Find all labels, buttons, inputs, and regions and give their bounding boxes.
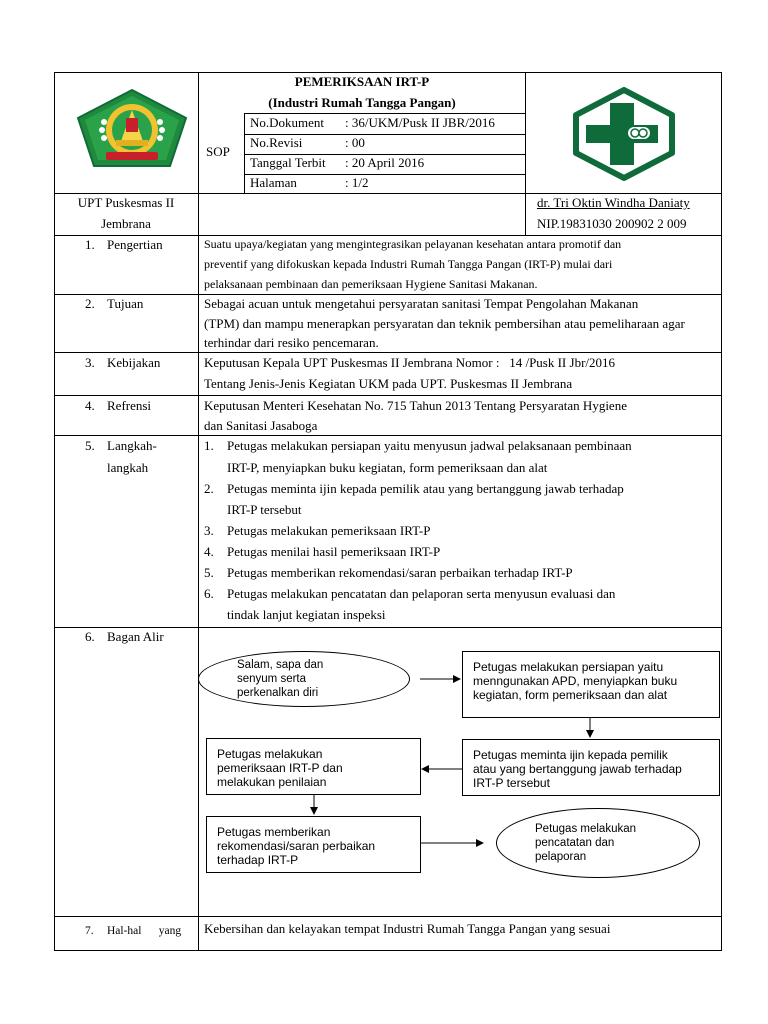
s7-line: Kebersihan dan kelayakan tempat Industri Rumah Tangga Pangan yang sesuai bbox=[204, 921, 611, 936]
step-text: Petugas memberikan rekomendasi/saran perbaikan terhadap IRT-P bbox=[227, 565, 573, 580]
flow-start-line: perkenalkan diri bbox=[237, 687, 319, 699]
flow-report-line: pelaporan bbox=[535, 851, 587, 863]
step-number: 4. bbox=[204, 544, 214, 559]
s2-line: (TPM) dan mampu menerapkan persyaratan dan teknik pembersihan atau pemeliharaan agar bbox=[204, 316, 685, 331]
doc-title: PEMERIKSAAN IRT-P bbox=[294, 74, 430, 89]
sop-label: SOP bbox=[206, 144, 230, 159]
flow-inspect-line: melakukan penilaian bbox=[217, 775, 327, 789]
flow-start-ellipse bbox=[198, 651, 410, 707]
signer-name: dr. Tri Oktin Windha Daniaty bbox=[537, 195, 690, 210]
flow-recommend-line: Petugas memberikan bbox=[217, 825, 331, 839]
section-number: 1. bbox=[85, 237, 95, 252]
flow-permit-line: Petugas meminta ijin kepada pemilik bbox=[473, 748, 668, 762]
section-label-langkah: Langkah- bbox=[107, 438, 157, 453]
flow-prep-box bbox=[462, 651, 720, 718]
section-number: 6. bbox=[85, 629, 95, 644]
s3-line: Keputusan Kepala UPT Puskesmas II Jembrana Nomor : 14 /Pusk II Jbr/2016 bbox=[204, 355, 616, 370]
flow-recommend-line: terhadap IRT-P bbox=[217, 853, 299, 867]
step-text: tindak lanjut kegiatan inspeksi bbox=[227, 607, 386, 622]
s3-line: Tentang Jenis-Jenis Kegiatan UKM pada UPT. Puskesmas II Jembrana bbox=[204, 376, 573, 391]
flow-inspect-line: pemeriksaan IRT-P dan bbox=[217, 761, 343, 775]
doc-row-value: : 20 April 2016 bbox=[345, 155, 425, 170]
doc-row-label: No.Dokument bbox=[250, 115, 325, 130]
s1-line: pelaksanaan pembinaan dan pemeriksaan Hygiene Sanitasi Makanan. bbox=[204, 277, 538, 291]
step-text: IRT-P, menyiapkan buku kegiatan, form pemeriksaan dan alat bbox=[227, 460, 548, 475]
flow-permit-box bbox=[462, 739, 720, 796]
flow-inspect-line: Petugas melakukan bbox=[217, 747, 323, 761]
flow-permit-line: IRT-P tersebut bbox=[473, 776, 550, 790]
section-label-hal-hal: Hal-hal yang bbox=[107, 925, 182, 937]
section-number: 3. bbox=[85, 355, 95, 370]
section-label-langkah-2: langkah bbox=[107, 460, 149, 475]
section-number: 7. bbox=[85, 925, 94, 937]
section-number: 4. bbox=[85, 398, 95, 413]
section-number: 2. bbox=[85, 296, 95, 311]
flow-report-line: pencatatan dan bbox=[535, 837, 615, 849]
step-text: Petugas melakukan persiapan yaitu menyusun jadwal pelaksanaan pembinaan bbox=[227, 438, 632, 453]
flow-permit-line: atau yang bertanggung jawab terhadap bbox=[473, 762, 682, 776]
org-name-line1: UPT Puskesmas II bbox=[77, 195, 175, 210]
step-text: IRT-P tersebut bbox=[227, 502, 302, 517]
step-number: 2. bbox=[204, 481, 214, 496]
flow-recommend-line: rekomendasi/saran perbaikan bbox=[217, 839, 376, 853]
flow-start-line: senyum serta bbox=[237, 673, 307, 685]
flow-inspect-box bbox=[206, 738, 421, 795]
s4-line: Keputusan Menteri Kesehatan No. 715 Tahun 2013 Tentang Persyaratan Hygiene bbox=[204, 398, 627, 413]
s2-line: Sebagai acuan untuk mengetahui persyaratan sanitasi Tempat Pengolahan Makanan bbox=[204, 296, 639, 311]
step-number: 6. bbox=[204, 586, 214, 601]
flow-report-line: Petugas melakukan bbox=[535, 823, 637, 835]
step-number: 5. bbox=[204, 565, 214, 580]
flow-start-line: Salam, sapa dan bbox=[237, 659, 324, 671]
step-text: Petugas menilai hasil pemeriksaan IRT-P bbox=[227, 544, 441, 559]
doc-row-label: Halaman bbox=[250, 175, 297, 190]
flow-recommend-box bbox=[206, 816, 421, 873]
section-number: 5. bbox=[85, 438, 95, 453]
doc-row-value: : 00 bbox=[345, 135, 365, 150]
doc-row-value: : 36/UKM/Pusk II JBR/2016 bbox=[345, 115, 495, 130]
s1-line: Suatu upaya/kegiatan yang mengintegrasikan pelayanan kesehatan antara promotif dan bbox=[204, 237, 622, 251]
step-number: 3. bbox=[204, 523, 214, 538]
flow-prep-line: kegiatan, form pemeriksaan dan alat bbox=[473, 688, 668, 702]
step-text: Petugas meminta ijin kepada pemilik atau yang bertanggung jawab terhadap bbox=[227, 481, 624, 496]
signer-nip: NIP.19831030 200902 2 009 bbox=[537, 216, 687, 231]
section-label-kebijakan: Kebijakan bbox=[107, 355, 161, 370]
flow-report-ellipse bbox=[496, 808, 700, 878]
flow-prep-line: menngunakan APD, menyiapkan buku bbox=[473, 674, 678, 688]
s2-line: terhindar dari resiko pencemaran. bbox=[204, 335, 379, 350]
section-label-bagan-alir: Bagan Alir bbox=[107, 629, 164, 644]
doc-row-label: Tanggal Terbit bbox=[250, 155, 326, 170]
s1-line: preventif yang difokuskan kepada Industri Rumah Tangga Pangan (IRT-P) mulai dari bbox=[204, 257, 613, 271]
doc-row-label: No.Revisi bbox=[250, 135, 303, 150]
flow-prep-line: Petugas melakukan persiapan yaitu bbox=[473, 660, 664, 674]
doc-row-value: : 1/2 bbox=[345, 175, 369, 190]
doc-subtitle: (Industri Rumah Tangga Pangan) bbox=[268, 95, 456, 110]
step-text: Petugas melakukan pencatatan dan pelaporan serta menyusun evaluasi dan bbox=[227, 586, 616, 601]
org-name-line2: Jembrana bbox=[101, 216, 151, 231]
step-number: 1. bbox=[204, 438, 214, 453]
step-text: Petugas melakukan pemeriksaan IRT-P bbox=[227, 523, 431, 538]
section-label-refrensi: Refrensi bbox=[107, 398, 152, 413]
s4-line: dan Sanitasi Jasaboga bbox=[204, 418, 318, 433]
section-label-pengertian: Pengertian bbox=[107, 237, 163, 252]
section-label-tujuan: Tujuan bbox=[107, 296, 144, 311]
